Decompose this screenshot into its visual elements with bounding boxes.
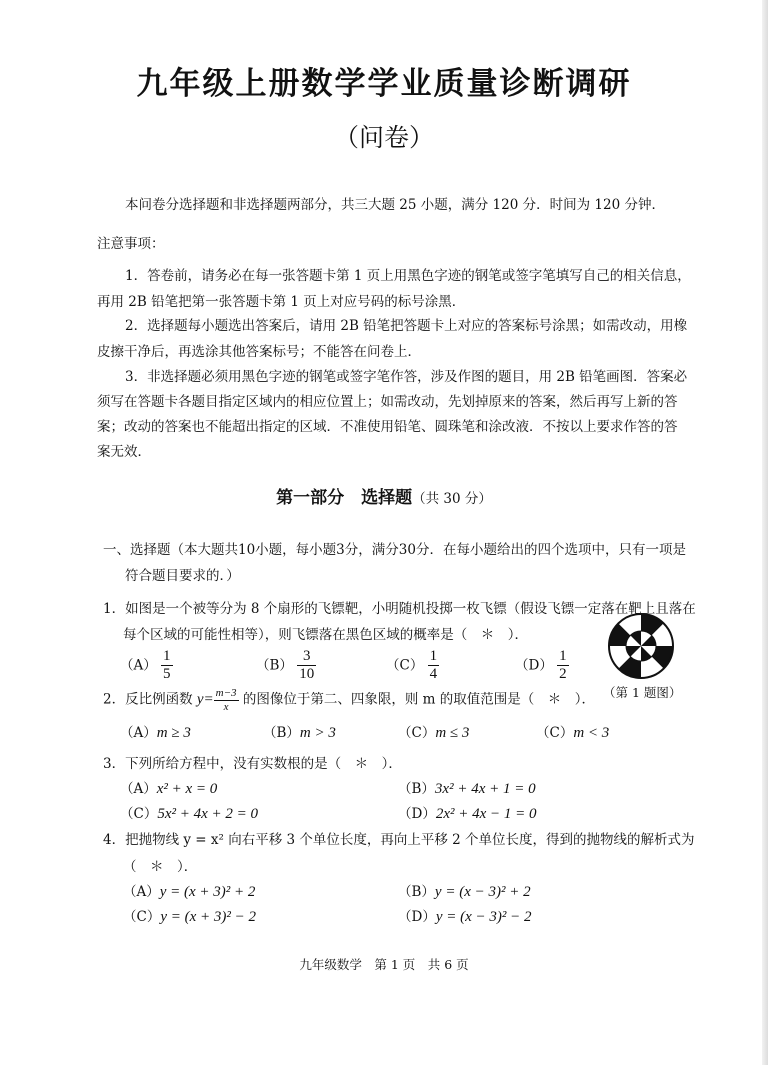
- q1-option-d: [515, 648, 569, 684]
- q1-c-numerator: 1: [428, 648, 440, 666]
- q1-b-denominator: 10: [299, 666, 315, 683]
- q2-option-b-text: m > 3: [299, 725, 336, 741]
- q2-option-a: [120, 721, 191, 742]
- q1-option-a: [120, 648, 173, 684]
- notice-item-3-line-3: 案；改动的答案也不能超出指定的区域．不准使用铅笔、圆珠笔和涂改液．不按以上要求作答的答: [97, 419, 678, 435]
- q1-option-b-fraction: [297, 648, 316, 684]
- q2-stem-suffix: 的图像位于第二、四象限，则 m 的取值范围是（ ＊ ）．: [238, 691, 595, 708]
- q2-option-b-label: （B）: [263, 725, 300, 741]
- q1-a-denominator: 5: [163, 666, 171, 683]
- q3-option-d-label: （D）: [398, 806, 436, 822]
- part1-instructions-line-1: 一、选择题（本大题共10小题，每小题3分，满分30分．在每小题给出的四个选项中，只有一项是: [103, 542, 686, 558]
- q1-figure-caption: （第 1 题图）: [603, 685, 682, 700]
- q3-option-d: [398, 802, 537, 823]
- q4-option-d: [398, 905, 532, 926]
- q3-option-a-text: x² + x = 0: [156, 781, 218, 797]
- q3-option-d-text: 2x² + 4x − 1 = 0: [435, 806, 537, 822]
- q3-stem: 3．下列所给方程中，没有实数根的是（ ＊ ）．: [103, 756, 402, 772]
- q4-option-d-label: （D）: [398, 909, 436, 925]
- q2-fraction-numerator: m−3: [215, 687, 237, 699]
- q2-option-c: [398, 721, 469, 742]
- q4-option-c-label: （C）: [123, 909, 161, 925]
- q3-option-b-label: （B）: [398, 781, 435, 797]
- notice-item-1-line-2: 再用 2B 铅笔把第一张答题卡第 1 页上对应号码的标号涂黑．: [97, 294, 466, 310]
- notice-heading: 注意事项：: [97, 236, 165, 252]
- q2-fraction-denominator: x: [223, 700, 229, 713]
- q4-option-b: [398, 880, 531, 901]
- q1-b-numerator: 3: [297, 648, 316, 666]
- q2-option-c-text: m ≤ 3: [435, 725, 470, 741]
- q1-option-c: [386, 648, 439, 684]
- page-subtitle: （问卷）: [333, 123, 434, 152]
- q3-option-b-text: 3x² + 4x + 1 = 0: [434, 781, 536, 797]
- q1-option-c-label: （C）: [386, 657, 424, 674]
- q1-option-d-label: （D）: [515, 657, 553, 674]
- intro-text: 本问卷分选择题和非选择题两部分，共三大题 25 小题，满分 120 分．时间为 120 分钟．: [125, 197, 665, 213]
- q1-option-b: [256, 648, 316, 684]
- q3-option-c-label: （C）: [120, 806, 158, 822]
- notice-item-3-line-4: 案无效．: [97, 444, 151, 460]
- q2-option-c-label: （C）: [398, 725, 436, 741]
- q2-option-d: [536, 721, 609, 742]
- q2-stem-prefix: 2．反比例函数: [103, 691, 197, 708]
- q3-option-c: [120, 802, 258, 823]
- q1-option-b-label: （B）: [256, 657, 293, 674]
- q3-option-a-label: （A）: [120, 781, 157, 797]
- section-title: [0, 483, 768, 508]
- q1-option-a-label: （A）: [120, 657, 157, 674]
- notice-item-3-line-2: 须写在答题卡各题目指定区域内的相应位置上；如需改动，先划掉原来的答案，然后再写上新的答: [97, 394, 678, 410]
- q1-option-a-fraction: [161, 648, 173, 684]
- q4-option-b-label: （B）: [398, 884, 435, 900]
- q2-function-lhs: y=: [196, 691, 214, 708]
- notice-item-2-line-1: 2．选择题每小题选出答案后，请用 2B 铅笔把答题卡上对应的答案标号涂黑；如需改动，用橡: [125, 318, 688, 334]
- q2-option-a-label: （A）: [120, 725, 157, 741]
- q4-option-c: [123, 905, 256, 926]
- q4-stem-line-2: （ ＊ ）．: [123, 859, 198, 875]
- q1-stem-line-2: 每个区域的可能性相等），则飞镖落在黑色区域的概率是（ ＊ ）．: [123, 627, 528, 643]
- q4-option-d-text: y = (x − 3)² − 2: [435, 909, 532, 925]
- q2-option-d-text: m < 3: [573, 725, 610, 741]
- notice-item-3-line-1: 3．非选择题必须用黑色字迹的钢笔或签字笔作答，涉及作图的题目，用 2B 铅笔画图．答案必: [125, 369, 688, 385]
- paper-edge-shadow: [762, 0, 768, 1065]
- notice-item-1-line-1: 1．答卷前，请务必在每一张答题卡第 1 页上用黑色字迹的钢笔或签字笔填写自己的相关信息，: [125, 268, 691, 284]
- q3-option-a: [120, 777, 217, 798]
- q1-a-numerator: 1: [161, 648, 173, 666]
- q1-d-numerator: 1: [557, 648, 569, 666]
- q1-option-d-fraction: [557, 648, 569, 684]
- q2-option-a-text: m ≥ 3: [156, 725, 191, 741]
- q2-function-fraction: [214, 687, 239, 713]
- q4-stem-line-1: 4．把抛物线 y = x² 向右平移 3 个单位长度，再向上平移 2 个单位长度，得到的抛物线的解析式为: [103, 832, 695, 848]
- q1-option-c-fraction: [428, 648, 440, 684]
- page-title: 九年级上册数学学业质量诊断调研: [136, 66, 632, 102]
- q2-option-b: [263, 721, 336, 742]
- q3-option-c-text: 5x² + 4x + 2 = 0: [157, 806, 259, 822]
- notice-item-2-line-2: 皮擦干净后，再选涂其他答案标号；不能答在问卷上．: [97, 344, 421, 360]
- q4-option-a: [123, 880, 255, 901]
- q4-option-c-text: y = (x + 3)² − 2: [160, 909, 257, 925]
- section-title-text: 第一部分 选择题: [276, 488, 413, 508]
- q2-option-d-label: （C）: [536, 725, 574, 741]
- q1-c-denominator: 4: [429, 666, 438, 683]
- section-points: （共 30 分）: [412, 491, 492, 507]
- q1-d-denominator: 2: [559, 666, 567, 683]
- q4-option-b-text: y = (x − 3)² + 2: [434, 884, 531, 900]
- q1-stem-line-1: 1．如图是一个被等分为 8 个扇形的飞镖靶，小明随机投掷一枚飞镖（假设飞镖一定落在靶上且落在: [103, 601, 696, 617]
- q3-option-b: [398, 777, 536, 798]
- dartboard-figure: [607, 612, 675, 680]
- page-footer: 九年级数学 第 1 页 共 6 页: [299, 957, 469, 972]
- part1-instructions-line-2: 符合题目要求的．）: [125, 568, 240, 584]
- q4-option-a-label: （A）: [123, 884, 160, 900]
- q2-stem: [103, 687, 595, 713]
- q4-option-a-text: y = (x + 3)² + 2: [159, 884, 256, 900]
